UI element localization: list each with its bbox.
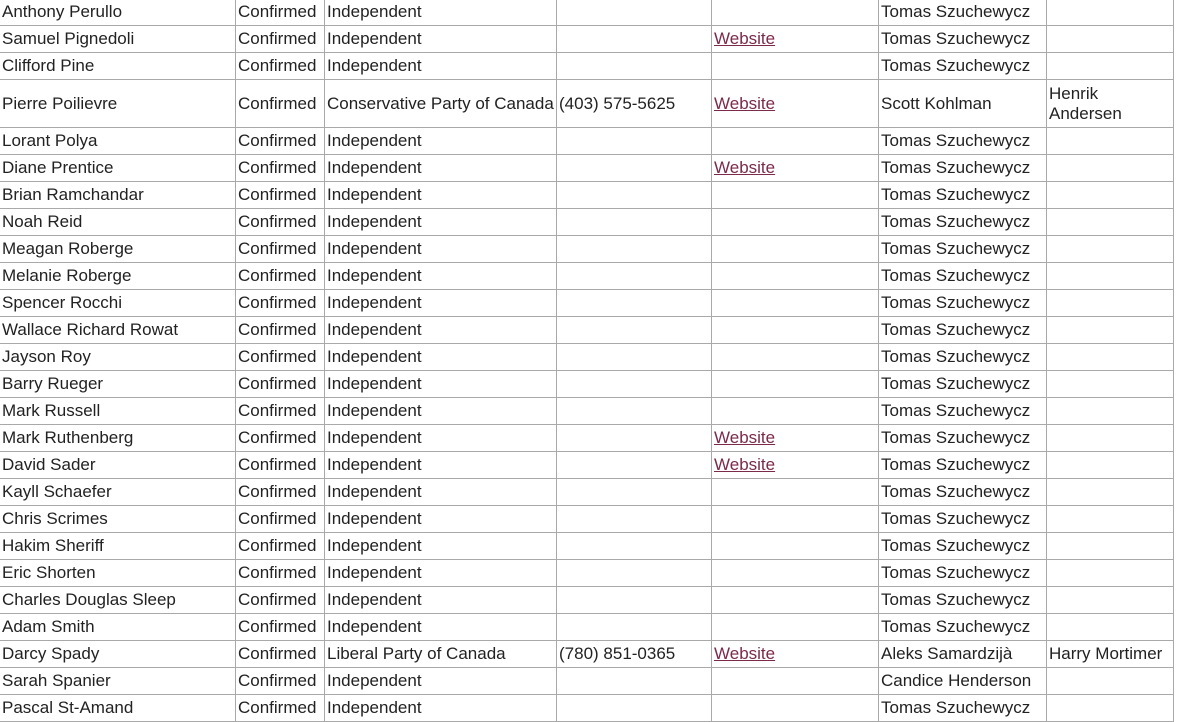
status-cell: Confirmed (236, 452, 325, 479)
party-cell: Independent (325, 533, 557, 560)
website-link[interactable]: Website (714, 455, 776, 474)
auditor-cell (1047, 533, 1174, 560)
party-cell: Independent (325, 182, 557, 209)
auditor-cell (1047, 425, 1174, 452)
table-row (0, 290, 1174, 317)
official-agent-cell: Tomas Szuchewycz (879, 398, 1047, 425)
official-agent-cell: Tomas Szuchewycz (879, 317, 1047, 344)
party-cell: Independent (325, 344, 557, 371)
auditor-cell: Harry Mortimer (1047, 641, 1174, 668)
phone-cell (557, 263, 712, 290)
status-cell: Confirmed (236, 236, 325, 263)
website-cell (712, 290, 879, 317)
candidate-name-cell: Wallace Richard Rowat (0, 317, 236, 344)
website-link[interactable]: Website (714, 29, 776, 48)
auditor-cell (1047, 452, 1174, 479)
status-cell: Confirmed (236, 155, 325, 182)
auditor-cell (1047, 182, 1174, 209)
official-agent-cell: Tomas Szuchewycz (879, 614, 1047, 641)
website-cell (712, 560, 879, 587)
status-cell: Confirmed (236, 182, 325, 209)
phone-cell (557, 452, 712, 479)
official-agent-cell: Tomas Szuchewycz (879, 53, 1047, 80)
auditor-cell (1047, 560, 1174, 587)
website-cell (712, 371, 879, 398)
website-cell (712, 506, 879, 533)
phone-cell (557, 155, 712, 182)
website-cell (712, 641, 879, 668)
website-cell (712, 452, 879, 479)
official-agent-cell: Tomas Szuchewycz (879, 560, 1047, 587)
candidate-name-cell: Lorant Polya (0, 128, 236, 155)
official-agent-cell: Tomas Szuchewycz (879, 425, 1047, 452)
candidate-name-cell: Anthony Perullo (0, 0, 236, 26)
phone-cell (557, 236, 712, 263)
official-agent-cell: Tomas Szuchewycz (879, 26, 1047, 53)
website-link[interactable]: Website (714, 428, 776, 447)
party-cell: Independent (325, 668, 557, 695)
table-row (0, 236, 1174, 263)
official-agent-cell: Tomas Szuchewycz (879, 479, 1047, 506)
table-row (0, 479, 1174, 506)
candidate-name-cell: Chris Scrimes (0, 506, 236, 533)
party-cell: Independent (325, 587, 557, 614)
website-link[interactable]: Website (714, 93, 776, 113)
auditor-cell (1047, 236, 1174, 263)
official-agent-cell: Tomas Szuchewycz (879, 290, 1047, 317)
official-agent-cell: Tomas Szuchewycz (879, 263, 1047, 290)
website-cell (712, 479, 879, 506)
auditor-cell (1047, 26, 1174, 53)
party-cell: Independent (325, 506, 557, 533)
phone-cell (557, 425, 712, 452)
website-cell (712, 344, 879, 371)
auditor-cell (1047, 209, 1174, 236)
official-agent-cell: Tomas Szuchewycz (879, 209, 1047, 236)
status-cell: Confirmed (236, 479, 325, 506)
candidate-name-cell: Eric Shorten (0, 560, 236, 587)
table-row (0, 560, 1174, 587)
party-cell: Independent (325, 560, 557, 587)
party-cell: Independent (325, 0, 557, 26)
candidate-name-cell: Charles Douglas Sleep (0, 587, 236, 614)
website-cell (712, 695, 879, 722)
phone-cell (557, 0, 712, 26)
status-cell: Confirmed (236, 398, 325, 425)
status-cell: Confirmed (236, 263, 325, 290)
official-agent-cell: Tomas Szuchewycz (879, 182, 1047, 209)
website-cell (712, 182, 879, 209)
status-cell: Confirmed (236, 317, 325, 344)
table-row (0, 695, 1174, 722)
candidate-name-cell: Kayll Schaefer (0, 479, 236, 506)
official-agent-cell: Tomas Szuchewycz (879, 0, 1047, 26)
website-cell (712, 26, 879, 53)
auditor-cell (1047, 479, 1174, 506)
phone-cell (557, 53, 712, 80)
candidate-name-cell: Mark Russell (0, 398, 236, 425)
table-row (0, 128, 1174, 155)
status-cell: Confirmed (236, 344, 325, 371)
party-cell: Independent (325, 479, 557, 506)
website-cell (712, 614, 879, 641)
party-cell: Independent (325, 209, 557, 236)
status-cell: Confirmed (236, 128, 325, 155)
party-cell: Independent (325, 155, 557, 182)
website-cell (712, 263, 879, 290)
website-cell (712, 668, 879, 695)
party-cell: Independent (325, 452, 557, 479)
phone-cell (557, 695, 712, 722)
status-cell: Confirmed (236, 533, 325, 560)
candidate-name-cell: Pierre Poilievre (0, 80, 236, 128)
phone-cell (557, 614, 712, 641)
candidate-name-cell: Hakim Sheriff (0, 533, 236, 560)
website-cell (712, 317, 879, 344)
auditor-cell (1047, 53, 1174, 80)
table-row (0, 317, 1174, 344)
official-agent-cell: Tomas Szuchewycz (879, 533, 1047, 560)
auditor-cell (1047, 587, 1174, 614)
auditor-cell (1047, 668, 1174, 695)
phone-cell: (780) 851-0365 (557, 641, 712, 668)
table-row (0, 371, 1174, 398)
table-row (0, 425, 1174, 452)
candidate-name-cell: Brian Ramchandar (0, 182, 236, 209)
table-row (0, 209, 1174, 236)
phone-cell (557, 209, 712, 236)
status-cell: Confirmed (236, 53, 325, 80)
table-row (0, 53, 1174, 80)
website-cell (712, 209, 879, 236)
candidate-name-cell: Sarah Spanier (0, 668, 236, 695)
party-cell: Independent (325, 371, 557, 398)
phone-cell: (403) 575-5625 (557, 80, 712, 128)
candidate-name-cell: Meagan Roberge (0, 236, 236, 263)
candidate-name-cell: Pascal St-Amand (0, 695, 236, 722)
auditor-cell (1047, 614, 1174, 641)
auditor-cell (1047, 506, 1174, 533)
website-cell (712, 155, 879, 182)
status-cell: Confirmed (236, 290, 325, 317)
status-cell: Confirmed (236, 614, 325, 641)
auditor-cell (1047, 344, 1174, 371)
table-row (0, 26, 1174, 53)
website-cell (712, 398, 879, 425)
official-agent-cell: Aleks Samardzijà (879, 641, 1047, 668)
auditor-cell (1047, 371, 1174, 398)
phone-cell (557, 398, 712, 425)
table-row (0, 641, 1174, 668)
party-cell: Independent (325, 614, 557, 641)
party-cell: Independent (325, 317, 557, 344)
phone-cell (557, 668, 712, 695)
table-row (0, 668, 1174, 695)
table-row (0, 0, 1174, 26)
phone-cell (557, 290, 712, 317)
table-row (0, 452, 1174, 479)
party-cell: Independent (325, 425, 557, 452)
status-cell: Confirmed (236, 560, 325, 587)
website-cell (712, 0, 879, 26)
auditor-cell (1047, 398, 1174, 425)
auditor-cell (1047, 128, 1174, 155)
phone-cell (557, 506, 712, 533)
auditor-cell (1047, 290, 1174, 317)
phone-cell (557, 587, 712, 614)
phone-cell (557, 479, 712, 506)
table-row (0, 614, 1174, 641)
candidate-name-cell: Spencer Rocchi (0, 290, 236, 317)
table-row (0, 506, 1174, 533)
candidate-name-cell: Diane Prentice (0, 155, 236, 182)
table-row (0, 398, 1174, 425)
table-row (0, 80, 1174, 128)
website-cell (712, 128, 879, 155)
table-row (0, 344, 1174, 371)
official-agent-cell: Tomas Szuchewycz (879, 344, 1047, 371)
status-cell: Confirmed (236, 26, 325, 53)
candidate-name-cell: Mark Ruthenberg (0, 425, 236, 452)
website-cell (712, 425, 879, 452)
auditor-cell (1047, 317, 1174, 344)
phone-cell (557, 560, 712, 587)
table-row (0, 587, 1174, 614)
candidate-name-cell: Barry Rueger (0, 371, 236, 398)
status-cell: Confirmed (236, 587, 325, 614)
official-agent-cell: Tomas Szuchewycz (879, 587, 1047, 614)
party-cell: Independent (325, 290, 557, 317)
website-cell (712, 80, 879, 128)
phone-cell (557, 128, 712, 155)
phone-cell (557, 26, 712, 53)
website-cell (712, 533, 879, 560)
table-row (0, 155, 1174, 182)
phone-cell (557, 371, 712, 398)
candidate-name-cell: Noah Reid (0, 209, 236, 236)
auditor-cell (1047, 263, 1174, 290)
auditor-cell: Henrik Andersen (1047, 80, 1174, 128)
table-row (0, 182, 1174, 209)
official-agent-cell: Tomas Szuchewycz (879, 371, 1047, 398)
party-cell: Independent (325, 128, 557, 155)
party-cell: Conservative Party of Canada (325, 80, 557, 128)
official-agent-cell: Tomas Szuchewycz (879, 128, 1047, 155)
status-cell: Confirmed (236, 425, 325, 452)
status-cell: Confirmed (236, 0, 325, 26)
phone-cell (557, 533, 712, 560)
candidate-name-cell: Adam Smith (0, 614, 236, 641)
website-cell (712, 53, 879, 80)
website-link[interactable]: Website (714, 158, 776, 177)
official-agent-cell: Tomas Szuchewycz (879, 236, 1047, 263)
candidate-name-cell: Melanie Roberge (0, 263, 236, 290)
official-agent-cell: Tomas Szuchewycz (879, 695, 1047, 722)
auditor-cell (1047, 155, 1174, 182)
status-cell: Confirmed (236, 668, 325, 695)
party-cell: Independent (325, 236, 557, 263)
status-cell: Confirmed (236, 371, 325, 398)
website-link[interactable]: Website (714, 644, 776, 663)
phone-cell (557, 317, 712, 344)
party-cell: Independent (325, 26, 557, 53)
status-cell: Confirmed (236, 209, 325, 236)
status-cell: Confirmed (236, 80, 325, 128)
table-row (0, 263, 1174, 290)
status-cell: Confirmed (236, 506, 325, 533)
party-cell: Independent (325, 263, 557, 290)
status-cell: Confirmed (236, 641, 325, 668)
phone-cell (557, 344, 712, 371)
auditor-cell (1047, 695, 1174, 722)
party-cell: Independent (325, 695, 557, 722)
party-cell: Independent (325, 398, 557, 425)
party-cell: Independent (325, 53, 557, 80)
candidate-name-cell: Samuel Pignedoli (0, 26, 236, 53)
website-cell (712, 236, 879, 263)
candidate-name-cell: Clifford Pine (0, 53, 236, 80)
official-agent-cell: Tomas Szuchewycz (879, 506, 1047, 533)
official-agent-cell: Scott Kohlman (879, 80, 1047, 128)
website-cell (712, 587, 879, 614)
table-row (0, 533, 1174, 560)
party-cell: Liberal Party of Canada (325, 641, 557, 668)
auditor-cell (1047, 0, 1174, 26)
phone-cell (557, 182, 712, 209)
official-agent-cell: Tomas Szuchewycz (879, 155, 1047, 182)
official-agent-cell: Tomas Szuchewycz (879, 452, 1047, 479)
candidate-name-cell: Darcy Spady (0, 641, 236, 668)
candidate-name-cell: David Sader (0, 452, 236, 479)
official-agent-cell: Candice Henderson (879, 668, 1047, 695)
candidate-name-cell: Jayson Roy (0, 344, 236, 371)
status-cell: Confirmed (236, 695, 325, 722)
